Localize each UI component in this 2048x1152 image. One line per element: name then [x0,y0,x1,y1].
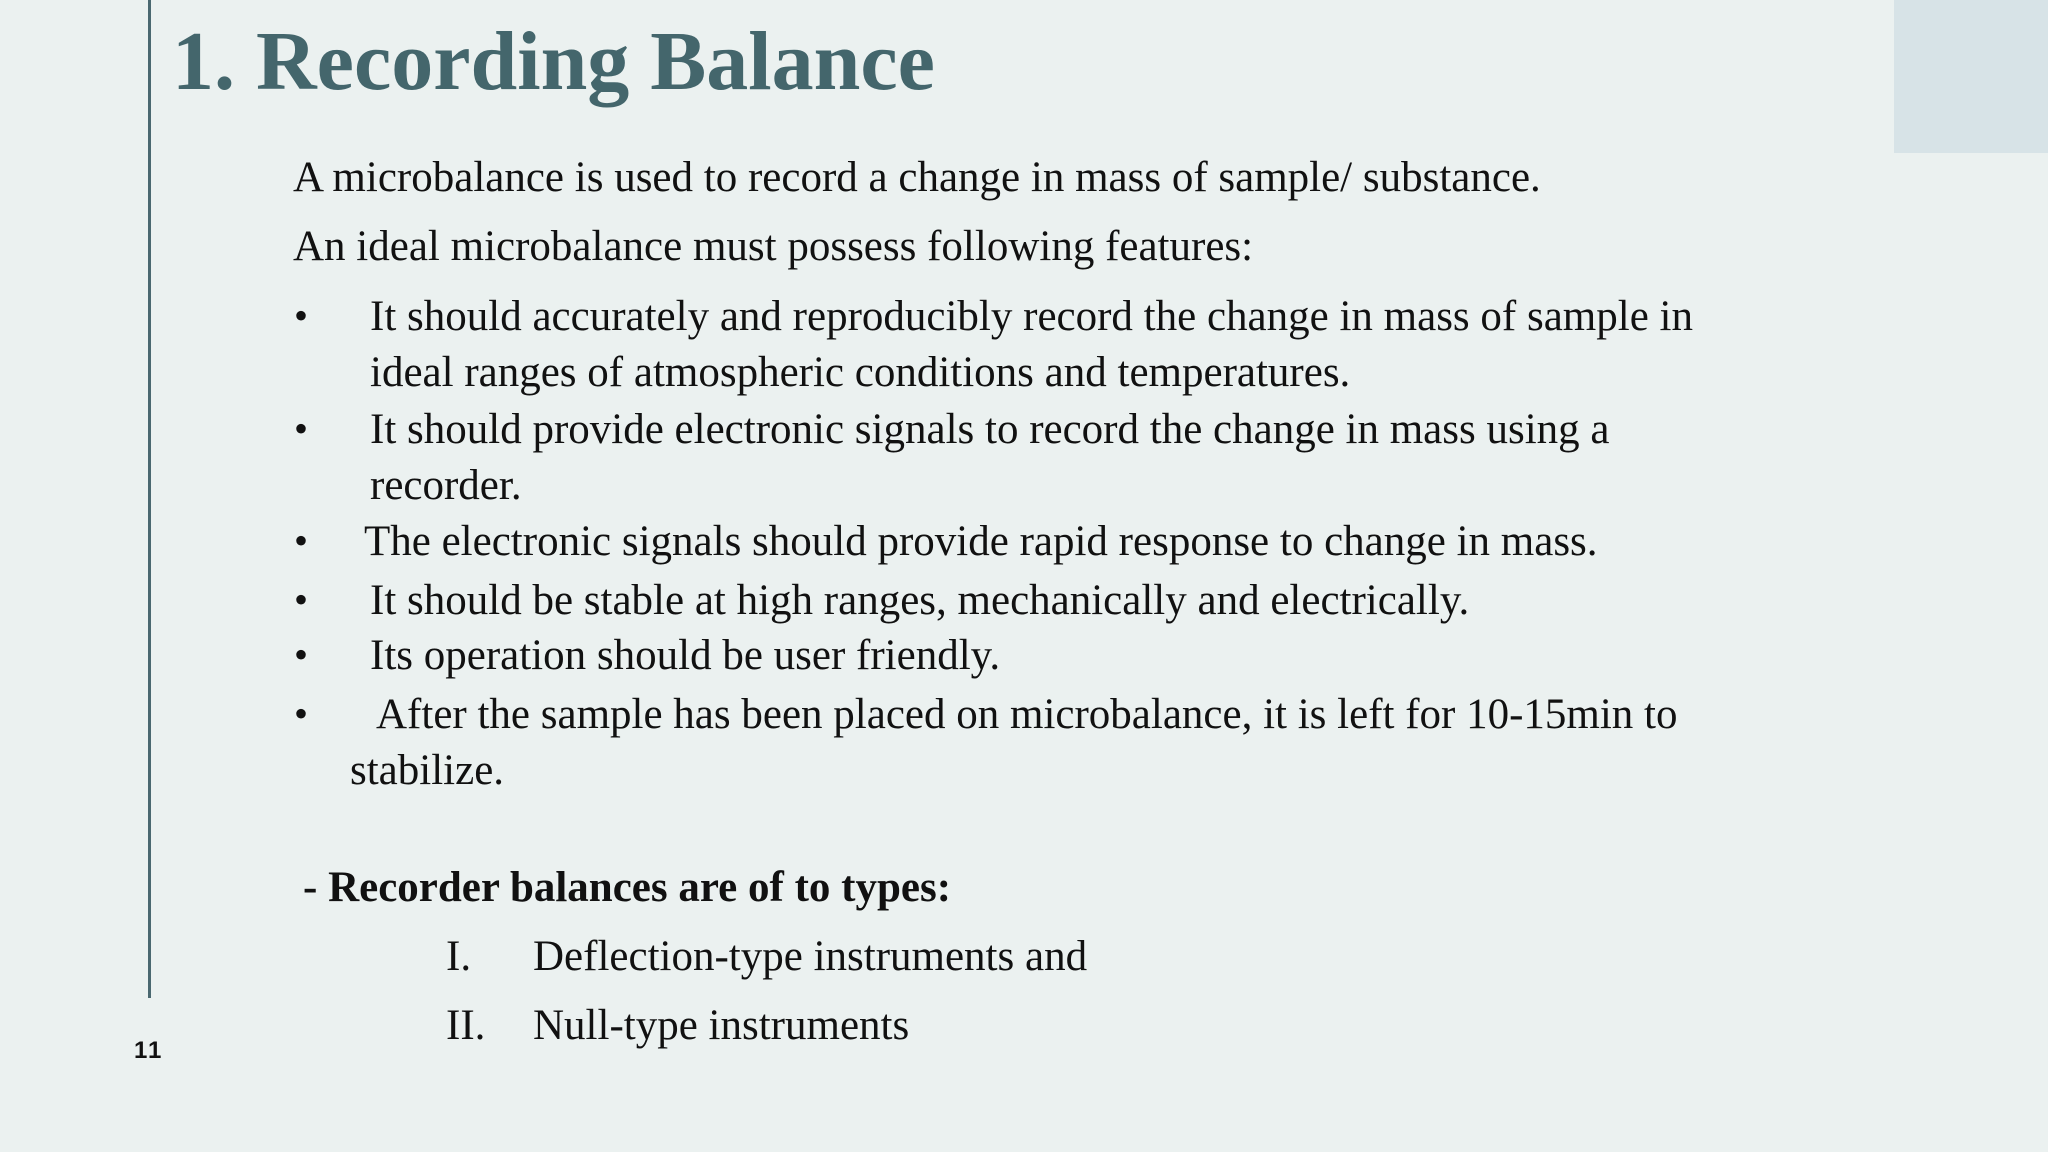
bullet-1-line-1: It should accurately and reproducibly record the change in mass of sample in [370,293,1693,340]
types-heading: - Recorder balances are of to types: [303,864,952,911]
bullet-marker: • [294,691,309,736]
corner-decoration [1894,0,2048,153]
bullet-2-line-1: It should provide electronic signals to record the change in mass using a [370,406,1610,453]
bullet-6-line-2: stabilize. [350,747,505,794]
bullet-marker: • [294,518,309,563]
slide-title: 1. Recording Balance [172,15,935,108]
bullet-1-line-2: ideal ranges of atmospheric conditions and temperatures. [370,349,1351,396]
bullet-4-line-1: It should be stable at high ranges, mechanically and electrically. [370,577,1470,624]
bullet-6-line-1: After the sample has been placed on microbalance, it is left for 10-15min to [376,691,1678,738]
bullet-marker: • [294,632,309,677]
bullet-marker: • [294,293,309,338]
page-number: 11 [134,1037,164,1064]
bullet-marker: • [294,406,309,451]
bullet-3-line-1: The electronic signals should provide rapid response to change in mass. [364,518,1598,565]
bullet-5-line-1: Its operation should be user friendly. [370,632,1001,679]
intro-line-2: An ideal microbalance must possess following features: [293,223,1254,270]
type-2-text: Null-type instruments [533,1002,910,1049]
bullet-2-line-2: recorder. [370,462,522,509]
type-2-number: II. [446,1002,486,1049]
bullet-marker: • [294,577,309,622]
type-1-text: Deflection-type instruments and [533,933,1088,980]
accent-vertical-line [148,0,151,998]
type-1-number: I. [446,933,472,980]
intro-line-1: A microbalance is used to record a change in mass of sample/ substance. [293,154,1541,201]
